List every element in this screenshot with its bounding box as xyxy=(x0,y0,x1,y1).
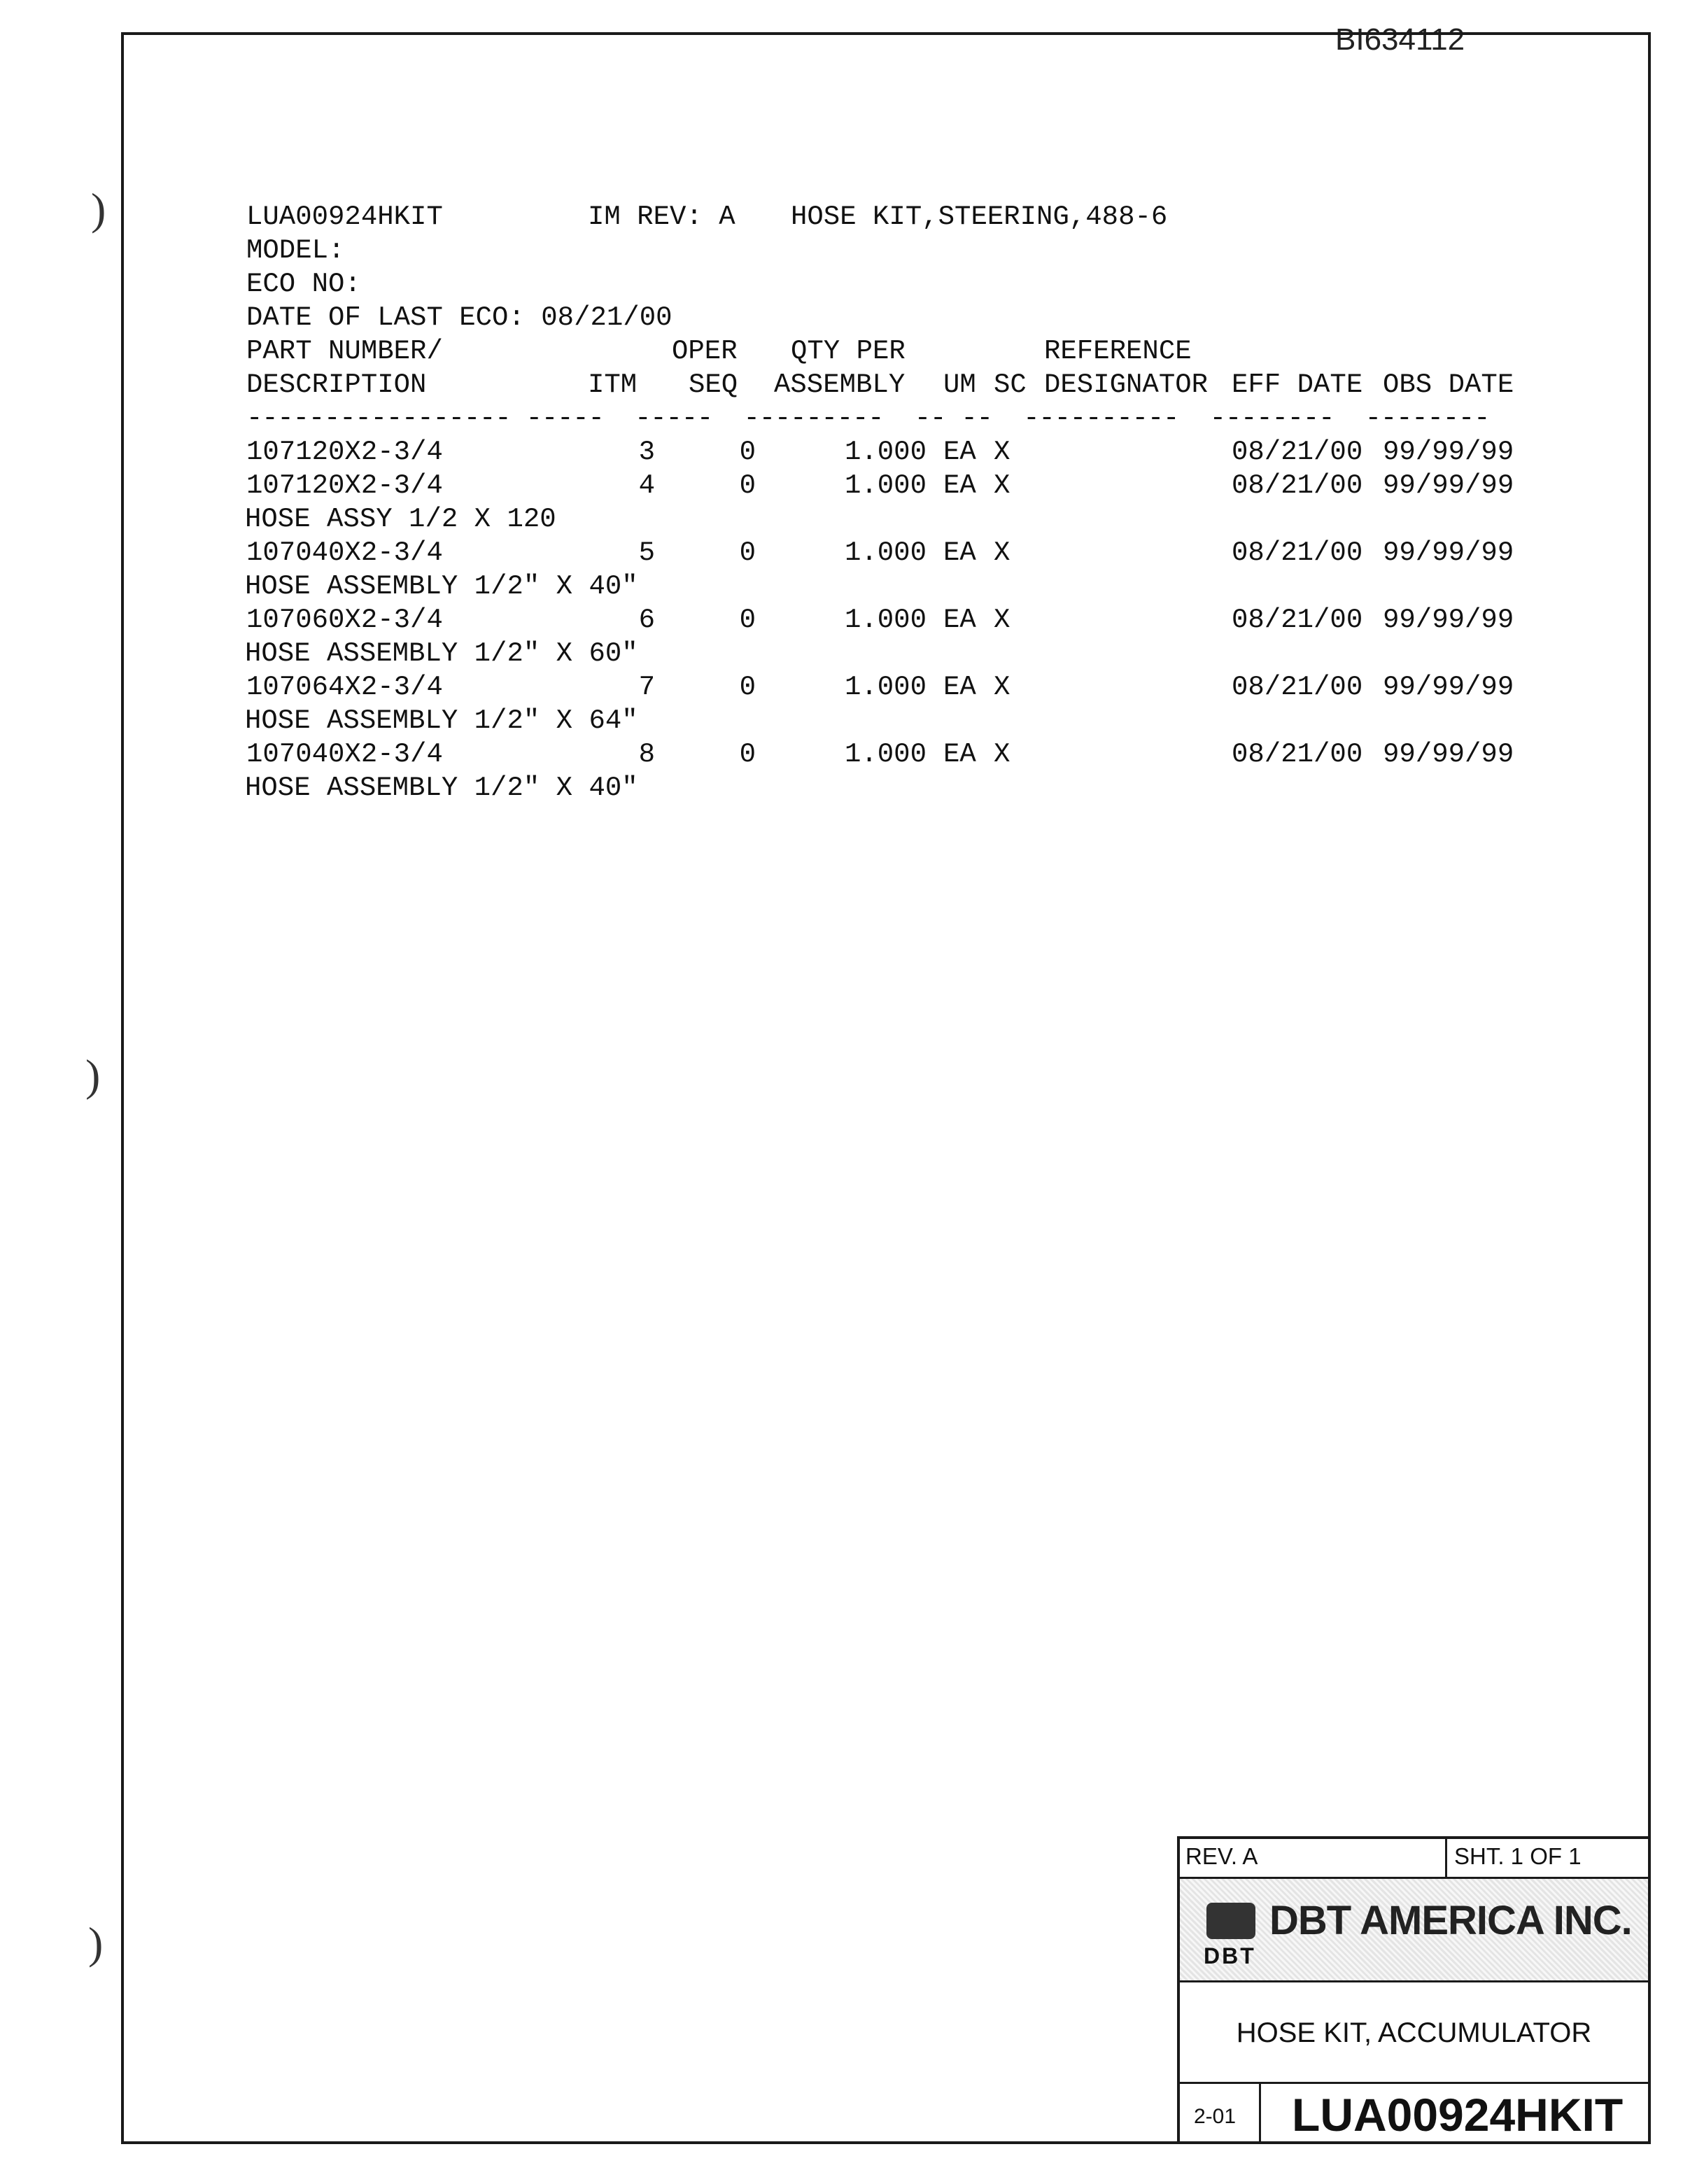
table-row-obs-date: 99/99/99 xyxy=(1383,437,1514,467)
table-row-eff-date: 08/21/00 xyxy=(1232,537,1363,568)
company-logo-block xyxy=(1180,1879,1648,1982)
table-row-um: EA xyxy=(943,537,976,568)
title-block-number-row xyxy=(1180,2084,1648,2142)
column-header-um: UM xyxy=(943,369,976,400)
company-name: DBT AMERICA INC. xyxy=(1269,1898,1632,1943)
table-row-um: EA xyxy=(943,470,976,501)
table-row-obs-date: 99/99/99 xyxy=(1383,537,1514,568)
table-row-seq: 0 xyxy=(739,605,756,635)
table-row-sc: X xyxy=(994,605,1010,635)
table-row-description: HOSE ASSEMBLY 1/2" X 40" xyxy=(245,571,638,602)
column-header-rule: ----------------- ----- ----- --------- -- -- ---------- -------- -------- xyxy=(246,403,1490,434)
title-block xyxy=(1177,1836,1648,2142)
table-row-part-number: 107120X2-3/4 xyxy=(246,470,443,501)
header-eco-no: ECO NO: xyxy=(246,269,361,300)
table-row-description: HOSE ASSEMBLY 1/2" X 60" xyxy=(245,638,638,669)
table-row-part-number: 107064X2-3/4 xyxy=(246,672,443,703)
column-header-obs-date: OBS DATE xyxy=(1383,369,1514,400)
table-row-sc: X xyxy=(994,672,1010,703)
table-row-description: HOSE ASSEMBLY 1/2" X 64" xyxy=(245,705,638,736)
table-row-part-number: 107040X2-3/4 xyxy=(246,739,443,770)
drawing-description: HOSE KIT, ACCUMULATOR xyxy=(1236,2017,1592,2048)
table-row-eff-date: 08/21/00 xyxy=(1232,437,1363,467)
revision-label: REV. A xyxy=(1185,1843,1258,1869)
table-row-description: HOSE ASSY 1/2 X 120 xyxy=(245,504,556,535)
header-title: HOSE KIT,STEERING,488-6 xyxy=(791,202,1168,232)
table-row-sc: X xyxy=(994,739,1010,770)
table-row-itm: 6 xyxy=(638,605,655,635)
table-row-um: EA xyxy=(943,437,976,467)
column-header-part-number: PART NUMBER/ xyxy=(246,336,443,367)
sheet-label: SHT. 1 OF 1 xyxy=(1454,1843,1582,1869)
table-row-eff-date: 08/21/00 xyxy=(1232,470,1363,501)
table-row-seq: 0 xyxy=(739,537,756,568)
header-model: MODEL: xyxy=(246,235,345,266)
table-row-seq: 0 xyxy=(739,672,756,703)
table-row-seq: 0 xyxy=(739,739,756,770)
table-row-part-number: 107040X2-3/4 xyxy=(246,537,443,568)
table-row-um: EA xyxy=(943,605,976,635)
table-row-obs-date: 99/99/99 xyxy=(1383,739,1514,770)
table-row-itm: 7 xyxy=(638,672,655,703)
company-logo-icon xyxy=(1206,1903,1255,1939)
column-header-designator: DESIGNATOR xyxy=(1044,369,1209,400)
column-header-seq: SEQ xyxy=(689,369,738,400)
header-date-last-eco: DATE OF LAST ECO: 08/21/00 xyxy=(246,302,673,333)
table-row-part-number: 107060X2-3/4 xyxy=(246,605,443,635)
document-id: BI634112 xyxy=(1335,22,1465,57)
table-row-qty: 1.000 xyxy=(844,739,927,770)
table-row-seq: 0 xyxy=(739,470,756,501)
table-row-itm: 8 xyxy=(638,739,655,770)
table-row-sc: X xyxy=(994,437,1010,467)
header-part-number: LUA00924HKIT xyxy=(246,202,443,232)
table-row-eff-date: 08/21/00 xyxy=(1232,605,1363,635)
table-row-seq: 0 xyxy=(739,437,756,467)
table-row-description: HOSE ASSEMBLY 1/2" X 40" xyxy=(245,773,638,803)
table-row-sc: X xyxy=(994,537,1010,568)
table-row-eff-date: 08/21/00 xyxy=(1232,672,1363,703)
table-row-itm: 4 xyxy=(638,470,655,501)
table-row-qty: 1.000 xyxy=(844,672,927,703)
table-row-qty: 1.000 xyxy=(844,605,927,635)
title-block-description-row xyxy=(1180,1982,1648,2084)
company-logo-text: DBT xyxy=(1204,1943,1256,1968)
column-header-eff-date: EFF DATE xyxy=(1232,369,1363,400)
sheet-code: 2-01 xyxy=(1194,2105,1237,2128)
column-header-description: DESCRIPTION xyxy=(246,369,427,400)
column-header-reference: REFERENCE xyxy=(1044,336,1192,367)
column-header-oper: OPER xyxy=(672,336,738,367)
table-row-obs-date: 99/99/99 xyxy=(1383,470,1514,501)
header-im-rev: IM REV: A xyxy=(588,202,735,232)
binding-mark: ) xyxy=(85,1050,101,1100)
table-row-qty: 1.000 xyxy=(844,470,927,501)
binding-mark: ) xyxy=(91,184,106,234)
table-row-sc: X xyxy=(994,470,1010,501)
title-block-divider xyxy=(1445,1839,1447,1879)
column-header-qty-per: QTY PER xyxy=(791,336,906,367)
column-header-sc: SC xyxy=(994,369,1027,400)
table-row-qty: 1.000 xyxy=(844,437,927,467)
title-block-divider xyxy=(1259,2084,1261,2142)
column-header-itm: ITM xyxy=(588,369,638,400)
title-block-rev-row xyxy=(1180,1839,1648,1879)
table-row-qty: 1.000 xyxy=(844,537,927,568)
table-row-um: EA xyxy=(943,672,976,703)
binding-mark: ) xyxy=(88,1918,104,1968)
column-header-assembly: ASSEMBLY xyxy=(774,369,906,400)
table-row-eff-date: 08/21/00 xyxy=(1232,739,1363,770)
table-row-itm: 5 xyxy=(638,537,655,568)
table-row-obs-date: 99/99/99 xyxy=(1383,672,1514,703)
table-row-um: EA xyxy=(943,739,976,770)
drawing-number: LUA00924HKIT xyxy=(1292,2089,1624,2141)
table-row-obs-date: 99/99/99 xyxy=(1383,605,1514,635)
table-row-part-number: 107120X2-3/4 xyxy=(246,437,443,467)
table-row-itm: 3 xyxy=(638,437,655,467)
